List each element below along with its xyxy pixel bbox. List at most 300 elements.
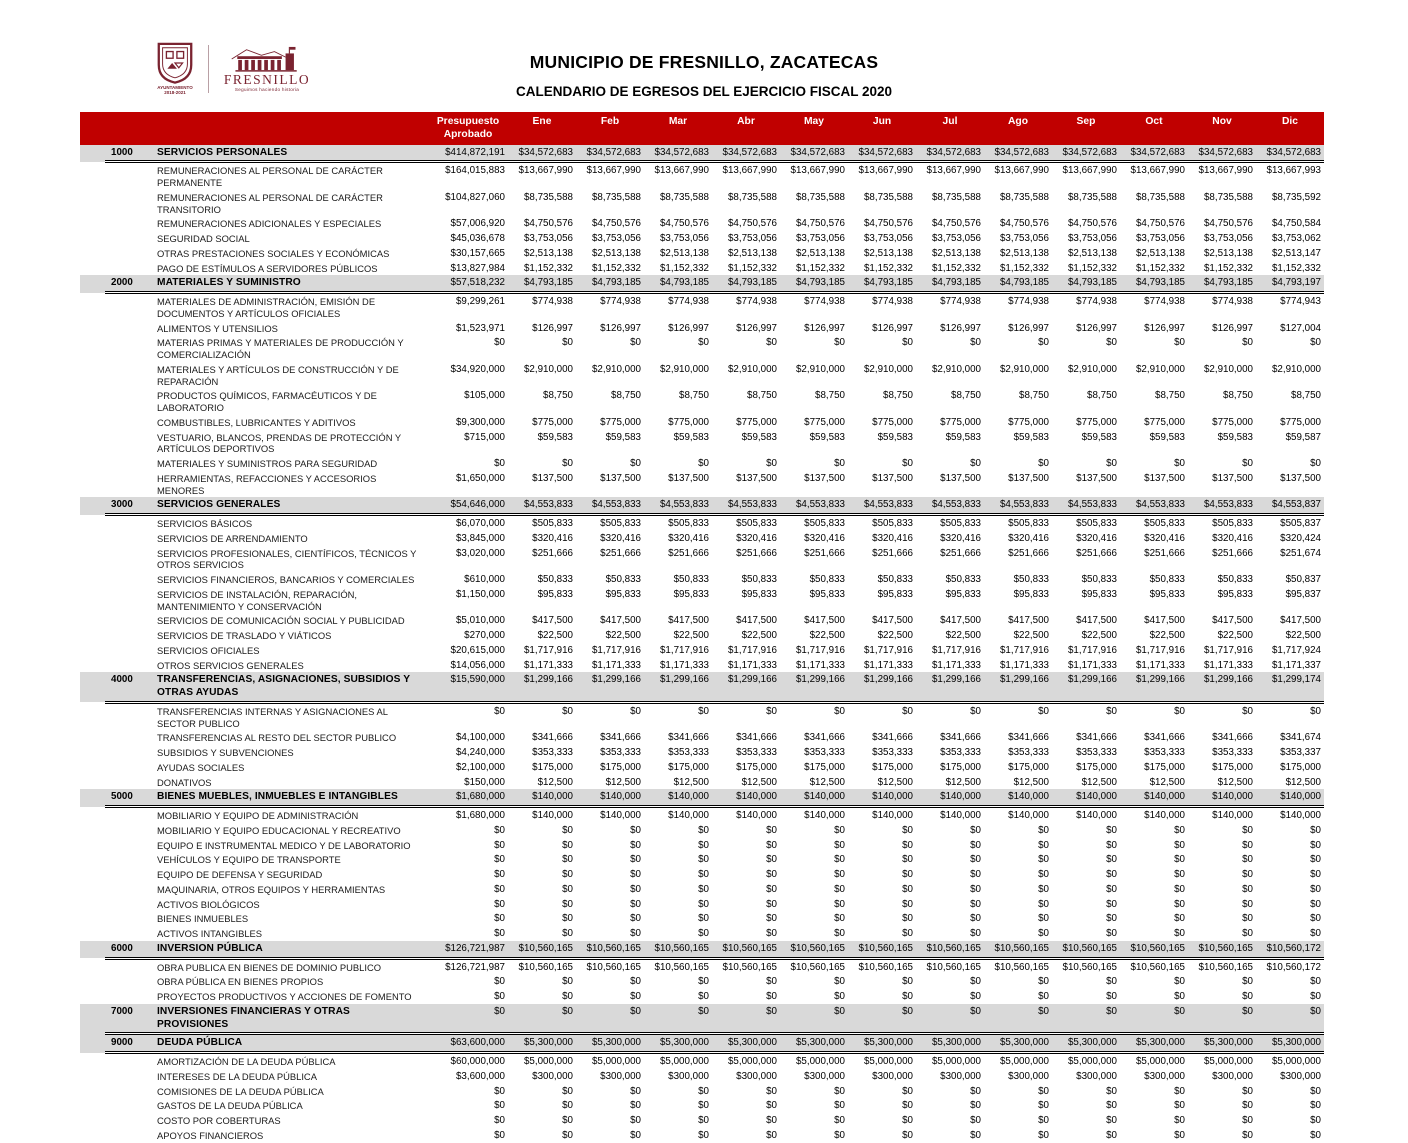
row-code — [105, 430, 155, 457]
row-value: $417,500 — [1188, 613, 1256, 628]
row-value: $341,666 — [1120, 730, 1188, 745]
row-label: REMUNERACIONES ADICIONALES Y ESPECIALES — [155, 216, 428, 231]
row-value: $774,938 — [984, 293, 1052, 321]
row-code — [105, 989, 155, 1004]
row-value: $0 — [644, 1128, 712, 1143]
row-value: $0 — [848, 335, 916, 362]
row-value: $95,837 — [1256, 587, 1324, 614]
row-value: $0 — [576, 897, 644, 912]
row-value: $4,793,185 — [576, 275, 644, 292]
detail-row — [80, 293, 1324, 321]
row-value: $5,300,000 — [916, 1034, 984, 1053]
row-gutter — [80, 335, 105, 362]
row-value: $0 — [984, 838, 1052, 853]
row-label: ALIMENTOS Y UTENSILIOS — [155, 321, 428, 336]
row-label: COMBUSTIBLES, LUBRICANTES Y ADITIVOS — [155, 415, 428, 430]
row-gutter — [80, 572, 105, 587]
row-value: $1,717,916 — [916, 643, 984, 658]
row-gutter — [80, 613, 105, 628]
row-value: $5,000,000 — [508, 1053, 576, 1069]
row-value: $140,000 — [644, 807, 712, 823]
row-value: $0 — [712, 852, 780, 867]
row-gutter — [80, 321, 105, 336]
column-header-month: May — [780, 112, 848, 145]
row-value: $0 — [576, 882, 644, 897]
row-value: $2,513,138 — [848, 246, 916, 261]
detail-row — [80, 958, 1324, 974]
row-value: $10,560,165 — [1188, 941, 1256, 958]
row-value: $12,500 — [1052, 775, 1120, 790]
row-code — [105, 190, 155, 217]
row-gutter — [80, 497, 105, 514]
row-value: $0 — [916, 897, 984, 912]
row-value: $8,735,592 — [1256, 190, 1324, 217]
row-value: $2,513,138 — [712, 246, 780, 261]
row-value: $0 — [712, 1098, 780, 1113]
row-gutter — [80, 162, 105, 190]
row-value: $0 — [984, 882, 1052, 897]
row-value: $4,553,833 — [576, 497, 644, 514]
row-label: OBRA PÚBLICA EN BIENES PROPIOS — [155, 974, 428, 989]
row-value: $0 — [780, 335, 848, 362]
row-value: $0 — [644, 867, 712, 882]
row-value: $2,513,138 — [508, 246, 576, 261]
row-value: $6,070,000 — [428, 515, 508, 531]
row-value: $126,997 — [1120, 321, 1188, 336]
detail-row — [80, 974, 1324, 989]
row-value: $0 — [848, 1128, 916, 1143]
row-value: $4,553,833 — [712, 497, 780, 514]
row-label: INVERSION PÚBLICA — [155, 941, 428, 958]
row-value: $0 — [576, 926, 644, 941]
row-value: $13,667,990 — [848, 162, 916, 190]
row-value: $0 — [712, 1113, 780, 1128]
row-value: $4,750,576 — [1052, 216, 1120, 231]
row-code — [105, 745, 155, 760]
row-value: $34,920,000 — [428, 362, 508, 389]
crest-caption-line1: AYUNTAMIENTO — [157, 85, 193, 90]
row-value: $341,674 — [1256, 730, 1324, 745]
row-value: $34,572,683 — [780, 145, 848, 162]
row-label: SERVICIOS FINANCIEROS, BANCARIOS Y COMERCIALES — [155, 572, 428, 587]
row-value: $95,833 — [508, 587, 576, 614]
row-code — [105, 838, 155, 853]
row-value: $2,513,138 — [576, 246, 644, 261]
row-value: $0 — [428, 1004, 508, 1034]
row-label: INTERESES DE LA DEUDA PÚBLICA — [155, 1069, 428, 1084]
row-code — [105, 572, 155, 587]
row-code — [105, 823, 155, 838]
row-value: $0 — [1052, 974, 1120, 989]
row-value: $175,000 — [576, 760, 644, 775]
row-value: $137,500 — [508, 471, 576, 498]
row-value: $0 — [1256, 926, 1324, 941]
detail-row — [80, 882, 1324, 897]
row-gutter — [80, 1128, 105, 1143]
row-value: $3,753,056 — [644, 231, 712, 246]
row-value: $0 — [916, 1084, 984, 1099]
row-code — [105, 1098, 155, 1113]
row-value: $5,010,000 — [428, 613, 508, 628]
row-value: $140,000 — [916, 789, 984, 806]
row-value: $0 — [1120, 852, 1188, 867]
row-value: $59,583 — [1188, 430, 1256, 457]
row-value: $59,583 — [780, 430, 848, 457]
column-header-month: Dic — [1256, 112, 1324, 145]
row-value: $10,560,165 — [576, 941, 644, 958]
row-gutter — [80, 882, 105, 897]
row-value: $1,717,924 — [1256, 643, 1324, 658]
row-value: $8,750 — [848, 388, 916, 415]
row-value: $0 — [508, 838, 576, 853]
row-label: HERRAMIENTAS, REFACCIONES Y ACCESORIOS MENORES — [155, 471, 428, 498]
row-value: $0 — [780, 838, 848, 853]
row-value: $300,000 — [508, 1069, 576, 1084]
row-value: $3,753,062 — [1256, 231, 1324, 246]
row-value: $1,680,000 — [428, 807, 508, 823]
row-value: $353,333 — [576, 745, 644, 760]
row-value: $1,152,332 — [780, 261, 848, 276]
row-value: $1,152,332 — [848, 261, 916, 276]
row-value: $417,500 — [508, 613, 576, 628]
row-value: $4,553,833 — [848, 497, 916, 514]
row-value: $22,500 — [984, 628, 1052, 643]
row-value: $5,300,000 — [644, 1034, 712, 1053]
row-value: $2,910,000 — [916, 362, 984, 389]
crest-caption — [157, 85, 192, 96]
row-value: $1,152,332 — [916, 261, 984, 276]
row-value: $1,717,916 — [780, 643, 848, 658]
row-value: $10,560,165 — [916, 941, 984, 958]
row-value: $0 — [1256, 852, 1324, 867]
row-label: MATERIALES Y SUMINISTRO — [155, 275, 428, 292]
row-value: $175,000 — [1256, 760, 1324, 775]
row-value: $0 — [1052, 882, 1120, 897]
row-code — [105, 531, 155, 546]
row-value: $13,667,990 — [780, 162, 848, 190]
row-label: SERVICIOS DE ARRENDAMIENTO — [155, 531, 428, 546]
row-value: $34,572,683 — [1120, 145, 1188, 162]
row-value: $775,000 — [1256, 415, 1324, 430]
row-value: $137,500 — [1256, 471, 1324, 498]
row-value: $126,997 — [780, 321, 848, 336]
row-value: $175,000 — [508, 760, 576, 775]
row-value: $0 — [1188, 911, 1256, 926]
row-value: $10,560,165 — [1188, 958, 1256, 974]
row-value: $3,753,056 — [916, 231, 984, 246]
row-label: AYUDAS SOCIALES — [155, 760, 428, 775]
row-value: $1,150,000 — [428, 587, 508, 614]
row-value: $175,000 — [1188, 760, 1256, 775]
row-value: $0 — [712, 456, 780, 471]
row-code — [105, 613, 155, 628]
row-value: $353,333 — [848, 745, 916, 760]
row-code — [105, 246, 155, 261]
row-value: $320,416 — [576, 531, 644, 546]
row-value: $13,667,990 — [1188, 162, 1256, 190]
row-value: $140,000 — [576, 807, 644, 823]
row-value: $0 — [1120, 897, 1188, 912]
row-value: $0 — [508, 897, 576, 912]
row-value: $1,717,916 — [1188, 643, 1256, 658]
row-value: $95,833 — [576, 587, 644, 614]
row-value: $0 — [1188, 1128, 1256, 1143]
row-value: $0 — [848, 974, 916, 989]
row-label: SERVICIOS PROFESIONALES, CIENTÍFICOS, TÉCNICOS Y OTROS SERVICIOS — [155, 546, 428, 573]
detail-row — [80, 867, 1324, 882]
row-code: 9000 — [105, 1034, 155, 1053]
row-value: $341,666 — [644, 730, 712, 745]
row-value: $2,513,138 — [1052, 246, 1120, 261]
row-value: $300,000 — [848, 1069, 916, 1084]
detail-row — [80, 261, 1324, 276]
row-value: $50,833 — [576, 572, 644, 587]
row-value: $0 — [780, 852, 848, 867]
row-gutter — [80, 867, 105, 882]
row-value: $0 — [712, 1084, 780, 1099]
document-header — [80, 42, 1328, 112]
row-value: $0 — [1052, 702, 1120, 730]
row-value: $0 — [1188, 1004, 1256, 1034]
row-value: $0 — [576, 456, 644, 471]
row-value: $4,793,197 — [1256, 275, 1324, 292]
row-value: $2,910,000 — [1256, 362, 1324, 389]
row-code: 3000 — [105, 497, 155, 514]
row-gutter — [80, 897, 105, 912]
detail-row — [80, 643, 1324, 658]
row-value: $320,416 — [848, 531, 916, 546]
row-value: $127,004 — [1256, 321, 1324, 336]
row-gutter — [80, 515, 105, 531]
row-value: $50,833 — [1188, 572, 1256, 587]
row-value: $0 — [644, 897, 712, 912]
detail-row — [80, 1053, 1324, 1069]
row-gutter — [80, 471, 105, 498]
row-value: $505,833 — [644, 515, 712, 531]
row-gutter — [80, 807, 105, 823]
row-value: $414,872,191 — [428, 145, 508, 162]
row-code — [105, 926, 155, 941]
row-value: $10,560,165 — [848, 958, 916, 974]
row-value: $137,500 — [984, 471, 1052, 498]
row-value: $0 — [780, 1084, 848, 1099]
row-value: $12,500 — [1256, 775, 1324, 790]
row-value: $126,997 — [1052, 321, 1120, 336]
column-header-month: Ene — [508, 112, 576, 145]
row-gutter — [80, 974, 105, 989]
row-value: $0 — [848, 1113, 916, 1128]
row-label: PAGO DE ESTÍMULOS A SERVIDORES PÚBLICOS — [155, 261, 428, 276]
row-value: $0 — [644, 852, 712, 867]
detail-row — [80, 852, 1324, 867]
row-value: $0 — [712, 974, 780, 989]
row-value: $4,100,000 — [428, 730, 508, 745]
row-value: $0 — [712, 926, 780, 941]
detail-row — [80, 911, 1324, 926]
row-value: $126,997 — [916, 321, 984, 336]
row-value: $60,000,000 — [428, 1053, 508, 1069]
row-gutter — [80, 362, 105, 389]
row-value: $0 — [508, 702, 576, 730]
row-label: MATERIALES DE ADMINISTRACIÓN, EMISIÓN DE DOCUMENTOS Y ARTÍCULOS OFICIALES — [155, 293, 428, 321]
row-value: $775,000 — [916, 415, 984, 430]
row-value: $1,717,916 — [1120, 643, 1188, 658]
detail-row — [80, 246, 1324, 261]
row-value: $175,000 — [916, 760, 984, 775]
row-value: $1,650,000 — [428, 471, 508, 498]
row-value: $0 — [780, 926, 848, 941]
row-gutter — [80, 643, 105, 658]
row-value: $137,500 — [1052, 471, 1120, 498]
row-gutter — [80, 1034, 105, 1053]
row-gutter — [80, 145, 105, 162]
row-value: $774,938 — [780, 293, 848, 321]
row-label: SERVICIOS DE TRASLADO Y VIÁTICOS — [155, 628, 428, 643]
row-value: $4,793,185 — [508, 275, 576, 292]
row-value: $0 — [428, 1113, 508, 1128]
row-value: $0 — [1052, 926, 1120, 941]
row-value: $4,793,185 — [848, 275, 916, 292]
row-label: SERVICIOS GENERALES — [155, 497, 428, 514]
row-value: $0 — [1256, 974, 1324, 989]
row-label: SEGURIDAD SOCIAL — [155, 231, 428, 246]
row-value: $4,553,833 — [508, 497, 576, 514]
row-gutter — [80, 730, 105, 745]
row-code — [105, 867, 155, 882]
detail-row — [80, 730, 1324, 745]
row-value: $0 — [1120, 882, 1188, 897]
row-value: $2,910,000 — [780, 362, 848, 389]
row-value: $1,299,166 — [984, 672, 1052, 702]
row-value: $1,152,332 — [1188, 261, 1256, 276]
row-value: $8,750 — [712, 388, 780, 415]
row-value: $12,500 — [644, 775, 712, 790]
row-value: $1,152,332 — [1256, 261, 1324, 276]
row-label: MATERIALES Y SUMINISTROS PARA SEGURIDAD — [155, 456, 428, 471]
row-value: $0 — [1120, 1004, 1188, 1034]
row-value: $34,572,683 — [1256, 145, 1324, 162]
row-value: $140,000 — [1256, 789, 1324, 806]
row-value: $2,910,000 — [508, 362, 576, 389]
row-value: $1,171,333 — [1052, 658, 1120, 673]
row-value: $1,717,916 — [848, 643, 916, 658]
row-value: $0 — [916, 823, 984, 838]
row-gutter — [80, 1098, 105, 1113]
row-code — [105, 882, 155, 897]
row-value: $0 — [916, 838, 984, 853]
row-value: $0 — [428, 702, 508, 730]
row-value: $0 — [848, 897, 916, 912]
row-code — [105, 958, 155, 974]
row-value: $505,833 — [916, 515, 984, 531]
row-value: $63,600,000 — [428, 1034, 508, 1053]
row-gutter — [80, 852, 105, 867]
row-value: $251,666 — [644, 546, 712, 573]
row-value: $0 — [1256, 882, 1324, 897]
row-value: $4,553,837 — [1256, 497, 1324, 514]
row-value: $353,337 — [1256, 745, 1324, 760]
fresnillo-wordmark: FRESNILLO — [223, 71, 311, 87]
row-value: $175,000 — [780, 760, 848, 775]
municipal-crest-logo — [152, 42, 198, 96]
row-value: $3,753,056 — [1120, 231, 1188, 246]
logo-divider — [208, 45, 209, 93]
row-value: $1,152,332 — [984, 261, 1052, 276]
row-value: $2,513,138 — [916, 246, 984, 261]
row-value: $0 — [780, 1098, 848, 1113]
row-code — [105, 730, 155, 745]
row-value: $137,500 — [712, 471, 780, 498]
row-value: $2,910,000 — [984, 362, 1052, 389]
row-value: $5,300,000 — [576, 1034, 644, 1053]
row-value: $140,000 — [848, 789, 916, 806]
row-value: $3,753,056 — [576, 231, 644, 246]
row-value: $175,000 — [1052, 760, 1120, 775]
row-value: $0 — [644, 702, 712, 730]
row-value: $140,000 — [1120, 807, 1188, 823]
row-value: $0 — [508, 1084, 576, 1099]
row-value: $300,000 — [644, 1069, 712, 1084]
row-gutter — [80, 658, 105, 673]
row-value: $12,500 — [1120, 775, 1188, 790]
row-value: $5,000,000 — [644, 1053, 712, 1069]
row-value: $30,157,665 — [428, 246, 508, 261]
row-value: $95,833 — [848, 587, 916, 614]
row-value: $0 — [508, 1098, 576, 1113]
page-subtitle: CALENDARIO DE EGRESOS DEL EJERCICIO FISCAL 2020 — [515, 84, 893, 99]
row-value: $5,300,000 — [1052, 1034, 1120, 1053]
row-value: $417,500 — [1052, 613, 1120, 628]
row-value: $0 — [1256, 335, 1324, 362]
row-value: $4,793,185 — [1120, 275, 1188, 292]
row-value: $22,500 — [644, 628, 712, 643]
row-value: $12,500 — [712, 775, 780, 790]
row-value: $13,667,990 — [644, 162, 712, 190]
row-gutter — [80, 1113, 105, 1128]
chapter-row — [80, 145, 1324, 162]
row-value: $59,583 — [848, 430, 916, 457]
row-value: $0 — [1256, 838, 1324, 853]
row-value: $0 — [1188, 1113, 1256, 1128]
row-label: GASTOS DE LA DEUDA PÚBLICA — [155, 1098, 428, 1113]
row-code — [105, 1069, 155, 1084]
row-value: $0 — [848, 989, 916, 1004]
row-value: $0 — [1120, 1098, 1188, 1113]
row-value: $10,560,165 — [712, 941, 780, 958]
row-value: $150,000 — [428, 775, 508, 790]
crest-shield-icon — [155, 42, 195, 84]
row-value: $8,750 — [1120, 388, 1188, 415]
row-value: $140,000 — [712, 807, 780, 823]
row-code — [105, 388, 155, 415]
row-label: AMORTIZACIÓN DE LA DEUDA PÚBLICA — [155, 1053, 428, 1069]
row-value: $22,500 — [780, 628, 848, 643]
row-value: $341,666 — [508, 730, 576, 745]
row-value: $1,171,333 — [916, 658, 984, 673]
row-value: $0 — [916, 335, 984, 362]
row-gutter — [80, 261, 105, 276]
row-value: $0 — [848, 911, 916, 926]
row-value: $1,171,333 — [644, 658, 712, 673]
row-value: $22,500 — [1052, 628, 1120, 643]
row-value: $3,753,056 — [1188, 231, 1256, 246]
column-header-month: Jul — [916, 112, 984, 145]
row-value: $10,560,165 — [576, 958, 644, 974]
row-value: $50,833 — [780, 572, 848, 587]
row-value: $0 — [508, 882, 576, 897]
row-value: $0 — [780, 974, 848, 989]
row-value: $4,750,576 — [848, 216, 916, 231]
